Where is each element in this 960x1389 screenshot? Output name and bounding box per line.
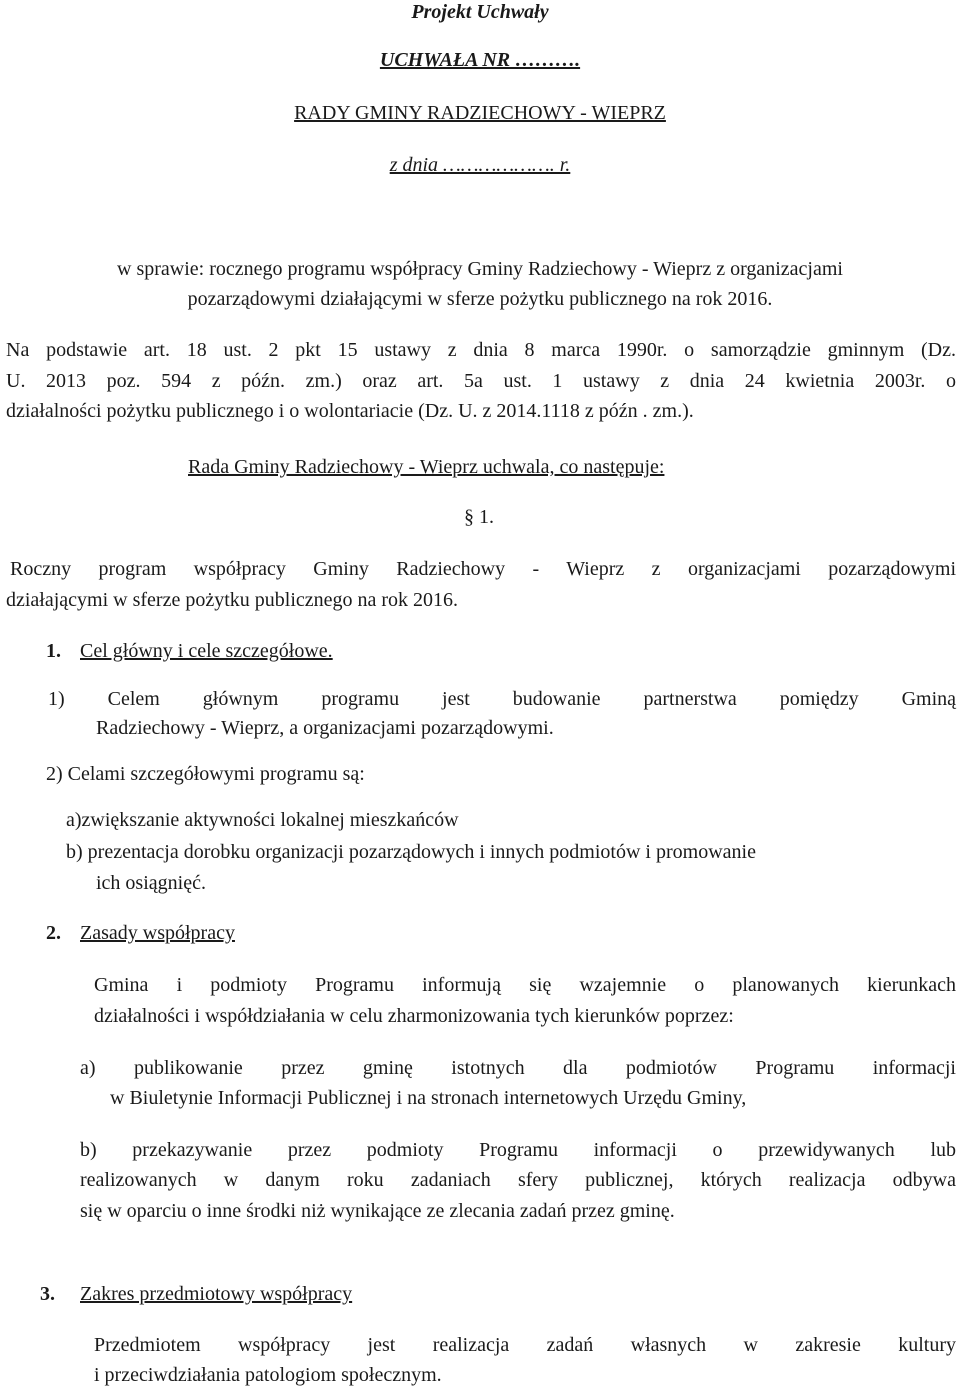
goal-specific-a: a)zwiększanie aktywności lokalnej mieszkańców	[66, 809, 459, 831]
scope-line-1: Przedmiotem współpracy jest realizacja zadań własnych w zakresie kultury	[94, 1334, 956, 1356]
goals-number: 1.	[46, 640, 61, 662]
subject-line-2: pozarządowymi działającymi w sferze pożytku publicznego na rok 2016.	[187, 288, 773, 310]
goal-main-line-1: 1) Celem głównym programu jest budowanie partnerstwa pomiędzy Gminą	[48, 688, 956, 710]
rules-intro-line-2: działalności i współdziałania w celu zharmonizowania tych kierunków poprzez:	[94, 1005, 734, 1027]
legal-basis-line-2: U. 2013 poz. 594 z późn. zm.) oraz art. 5a ust. 1 ustawy z dnia 24 kwietnia 2003r. o	[6, 370, 956, 392]
subject-line-1: w sprawie: rocznego programu współpracy Gminy Radziechowy - Wieprz z organizacjami	[117, 258, 843, 280]
rules-b-line-3: się w oparciu o inne środki niż wynikające ze zlecania zadań przez gminę.	[80, 1200, 675, 1222]
resolution-number: UCHWAŁA NR ……….	[379, 49, 581, 71]
section-1-line-1: Roczny program współpracy Gminy Radziechowy - Wieprz z organizacjami pozarządowymi	[10, 558, 956, 580]
scope-heading: Zakres przedmiotowy współpracy	[80, 1283, 353, 1305]
rules-b-line-1: b) przekazywanie przez podmioty Programu informacji o przewidywanych lub	[80, 1139, 956, 1161]
goal-specific-b-line-1: b) prezentacja dorobku organizacji pozarządowych i innych podmiotów i promowanie	[66, 841, 756, 863]
scope-line-2: i przeciwdziałania patologiom społecznym.	[94, 1364, 442, 1386]
resolves-statement: Rada Gminy Radziechowy - Wieprz uchwala, co następuje:	[188, 456, 665, 478]
rules-number: 2.	[46, 922, 61, 944]
resolution-date: z dnia ………………. r.	[389, 154, 571, 176]
goal-main-line-2: Radziechowy - Wieprz, a organizacjami pozarządowymi.	[96, 717, 554, 739]
legal-basis-line-1: Na podstawie art. 18 ust. 2 pkt 15 ustawy z dnia 8 marca 1990r. o samorządzie gminnym (Dz.	[6, 339, 956, 361]
rules-heading: Zasady współpracy	[80, 922, 235, 944]
rules-intro-line-1: Gmina i podmioty Programu informują się wzajemnie o planowanych kierunkach	[94, 974, 956, 996]
goal-specific-b-line-2: ich osiągnięć.	[96, 872, 206, 894]
goals-heading: Cel główny i cele szczegółowe.	[80, 640, 333, 662]
goal-specific-intro: 2) Celami szczegółowymi programu są:	[46, 763, 365, 785]
rules-a-line-1: a) publikowanie przez gminę istotnych dla podmiotów Programu informacji	[80, 1057, 956, 1079]
scope-number: 3.	[40, 1283, 55, 1305]
rules-b-line-2: realizowanych w danym roku zadaniach sfery publicznej, których realizacja odbywa	[80, 1169, 956, 1191]
draft-label: Projekt Uchwały	[411, 1, 549, 23]
council-name: RADY GMINY RADZIECHOWY - WIEPRZ	[294, 102, 666, 124]
section-1-line-2: działającymi w sferze pożytku publicznego na rok 2016.	[6, 589, 459, 611]
rules-a-line-2: w Biuletynie Informacji Publicznej i na stronach internetowych Urzędu Gminy,	[110, 1087, 747, 1109]
legal-basis-line-3: działalności pożytku publicznego i o wolontariacie (Dz. U. z 2014.1118 z późn . zm.).	[6, 400, 694, 422]
section-1-mark: § 1.	[464, 506, 494, 528]
